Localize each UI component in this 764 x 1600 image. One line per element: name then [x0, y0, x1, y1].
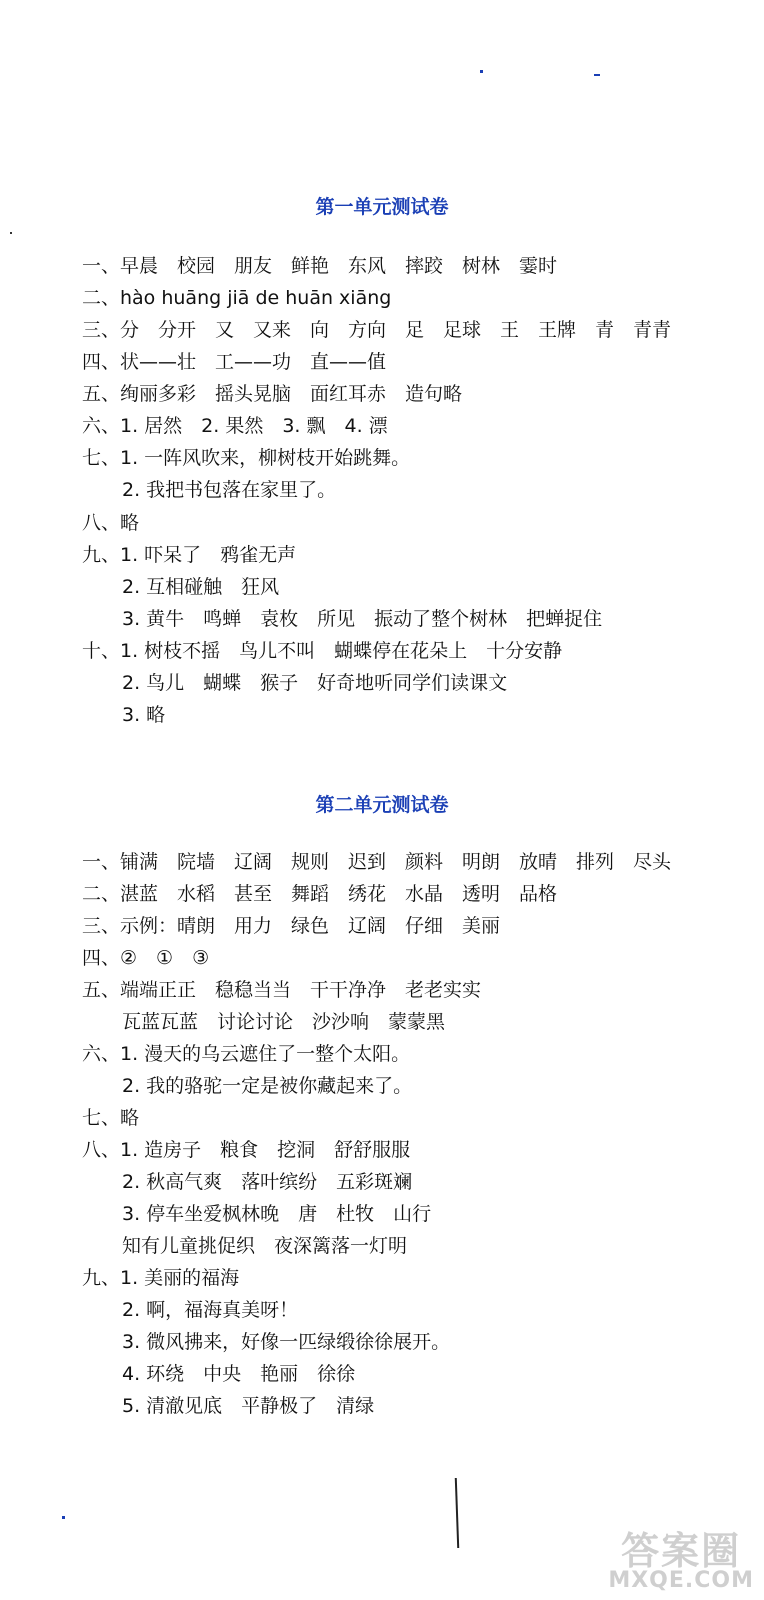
answer-line: 三、分 分开 又 又来 向 方向 足 足球 王 王牌 青 青青	[82, 319, 672, 341]
answer-line: 4. 环绕 中央 艳丽 徐徐	[122, 1363, 356, 1385]
unit1-title: 第一单元测试卷	[315, 196, 449, 218]
scan-dot	[10, 232, 12, 234]
answer-line: 二、湛蓝 水稻 甚至 舞蹈 绣花 水晶 透明 品格	[82, 883, 558, 905]
watermark-bottom: MXQE.COM	[608, 1568, 754, 1593]
answer-line: 一、铺满 院墙 辽阔 规则 迟到 颜料 明朗 放晴 排列 尽头	[82, 851, 672, 873]
answer-line: 2. 互相碰触 狂风	[122, 576, 280, 598]
answer-line: 四、② ① ③	[82, 947, 210, 969]
answer-line: 5. 清澈见底 平静极了 清绿	[122, 1395, 375, 1417]
answer-line: 五、绚丽多彩 摇头晃脑 面红耳赤 造句略	[82, 383, 463, 405]
answer-line: 3. 停车坐爱枫林晚 唐 杜牧 山行	[122, 1203, 432, 1225]
pen-mark	[455, 1478, 459, 1548]
answer-line: 知有儿童挑促织 夜深篱落一灯明	[122, 1235, 408, 1257]
answer-line: 四、状——壮 工——功 直——值	[82, 351, 387, 373]
answer-line: 五、端端正正 稳稳当当 干干净净 老老实实	[82, 979, 482, 1001]
answer-line: 2. 我的骆驼一定是被你藏起来了。	[122, 1075, 413, 1097]
watermark-top: 答案圈	[621, 1529, 742, 1573]
answer-line: 3. 微风拂来，好像一匹绿缎徐徐展开。	[122, 1331, 451, 1353]
answer-line: 2. 啊，福海真美呀！	[122, 1299, 299, 1321]
answer-line: 六、1. 居然 2. 果然 3. 飘 4. 漂	[82, 415, 388, 437]
answer-line: 3. 黄牛 鸣蝉 袁枚 所见 振动了整个树林 把蝉捉住	[122, 608, 603, 630]
answer-line: 3. 略	[122, 704, 166, 726]
answer-line: 二、hào huāng jiā de huān xiāng	[82, 287, 392, 309]
answer-line: 十、1. 树枝不摇 鸟儿不叫 蝴蝶停在花朵上 十分安静	[82, 640, 563, 662]
watermark-logo	[608, 1529, 754, 1593]
answer-line: 瓦蓝瓦蓝 讨论讨论 沙沙响 蒙蒙黑	[122, 1011, 446, 1033]
scan-dot	[480, 70, 483, 73]
scan-dot	[594, 74, 600, 76]
answer-line: 八、1. 造房子 粮食 挖洞 舒舒服服	[82, 1139, 411, 1161]
answer-line: 一、早晨 校园 朋友 鲜艳 东风 摔跤 树林 霎时	[82, 255, 558, 277]
answer-line: 2. 我把书包落在家里了。	[122, 479, 337, 501]
answer-line: 九、1. 吓呆了 鸦雀无声	[82, 544, 297, 566]
answer-line: 七、1. 一阵风吹来，柳树枝开始跳舞。	[82, 447, 411, 469]
answer-line: 九、1. 美丽的福海	[82, 1267, 240, 1289]
answer-line: 2. 鸟儿 蝴蝶 猴子 好奇地听同学们读课文	[122, 672, 508, 694]
unit2-title: 第二单元测试卷	[315, 794, 449, 816]
answer-line: 六、1. 漫天的乌云遮住了一整个太阳。	[82, 1043, 411, 1065]
answer-line: 八、略	[82, 512, 140, 534]
scan-dot	[62, 1516, 65, 1519]
answer-line: 2. 秋高气爽 落叶缤纷 五彩斑斓	[122, 1171, 413, 1193]
answer-line: 三、示例：晴朗 用力 绿色 辽阔 仔细 美丽	[82, 915, 501, 937]
answer-line: 七、略	[82, 1107, 140, 1129]
